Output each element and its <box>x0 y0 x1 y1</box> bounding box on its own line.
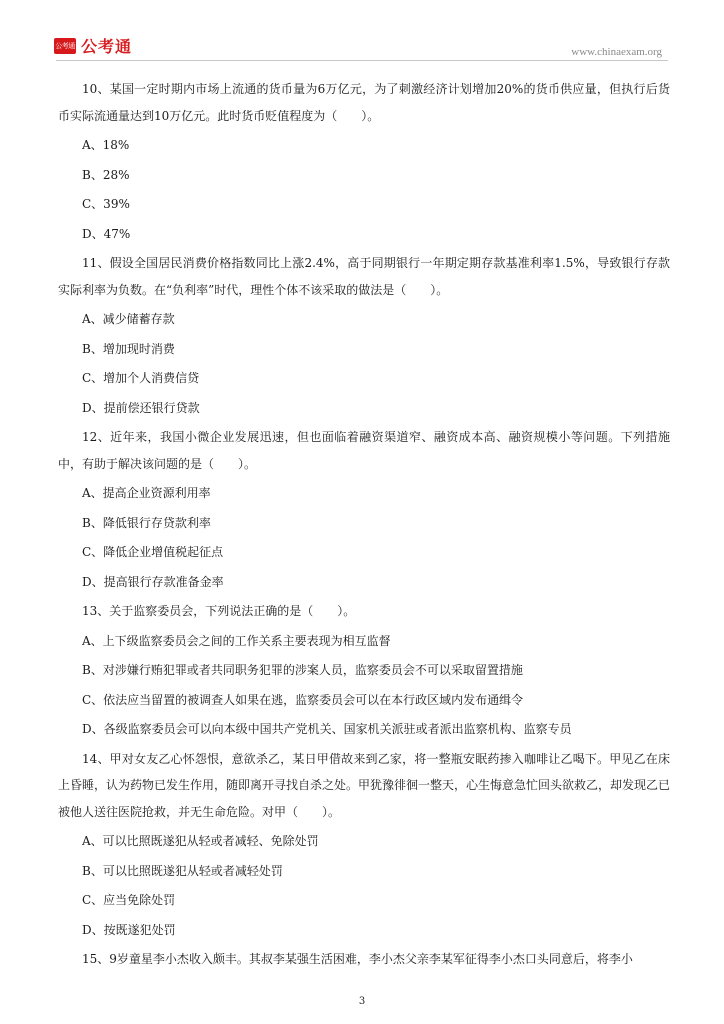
page-number: 3 <box>358 996 366 1007</box>
question-block <box>58 76 670 247</box>
question-block <box>58 250 670 421</box>
logo-badge-icon: 公考通 <box>54 38 76 54</box>
option-a: A、可以比照既遂犯从轻或者减轻、免除处罚 <box>82 834 319 848</box>
option-a: A、18% <box>82 138 130 152</box>
option-b: B、降低银行存贷款利率 <box>82 515 211 530</box>
option-c: C、降低企业增值税起征点 <box>82 545 224 559</box>
question-block <box>58 424 670 595</box>
question-block <box>58 598 670 743</box>
question-text: 15、9岁童星李小杰收入颇丰。其叔李某强生活困难，李小杰父亲李某军征得李小杰口头同意后，将李小 <box>82 952 633 966</box>
question-text: 13、关于监察委员会，下列说法正确的是（ ）。 <box>82 604 356 618</box>
option-c: C、应当免除处罚 <box>82 893 176 907</box>
page-header <box>0 0 724 62</box>
header-divider <box>56 60 668 61</box>
option-d: D、提前偿还银行贷款 <box>82 400 200 415</box>
question-block <box>58 946 670 973</box>
option-a: A、上下级监察委员会之间的工作关系主要表现为相互监督 <box>82 633 391 648</box>
option-c: C、增加个人消费信贷 <box>82 371 200 385</box>
option-d: D、按既遂犯处罚 <box>82 922 176 937</box>
brand-logo[interactable] <box>54 34 132 57</box>
option-b: B、对涉嫌行贿犯罪或者共同职务犯罪的涉案人员，监察委员会不可以采取留置措施 <box>82 663 523 677</box>
option-b: B、28% <box>82 167 130 182</box>
option-d: D、47% <box>82 226 131 241</box>
option-c: C、依法应当留置的被调查人如果在逃，监察委员会可以在本行政区域内发布通缉令 <box>82 692 524 707</box>
option-b: B、可以比照既遂犯从轻或者减轻处罚 <box>82 863 283 878</box>
option-a: A、提高企业资源利用率 <box>82 486 211 500</box>
option-c: C、39% <box>82 197 130 211</box>
document-body <box>58 73 670 973</box>
option-d: D、提高银行存款准备金率 <box>82 574 224 589</box>
question-block <box>58 746 670 944</box>
question-text: 14、甲对女友乙心怀怨恨，意欲杀乙，某日甲借故来到乙家，将一整瓶安眠药掺入咖啡让乙喝下。甲见乙在床上昏睡，认为药物已发生作用，随即离开寻找自杀之处。甲犹豫徘徊一整天，心生悔意急忙回头欲救乙，却发现乙已被他人送往医院抢救，并无生命危险。对甲（ ）。 <box>58 751 671 819</box>
option-d: D、各级监察委员会可以向本级中国共产党机关、国家机关派驻或者派出监察机构、监察专员 <box>82 722 572 736</box>
logo-text: 公考通 <box>81 37 133 56</box>
option-a: A、减少储蓄存款 <box>82 312 175 326</box>
site-url[interactable]: www.chinaexam.org <box>571 46 662 58</box>
question-text: 12、近年来，我国小微企业发展迅速，但也面临着融资渠道窄、融资成本高、融资规模小等问题。下列措施中，有助于解决该问题的是（ ）。 <box>58 430 670 471</box>
option-b: B、增加现时消费 <box>82 341 175 356</box>
question-text: 10、某国一定时期内市场上流通的货币量为6万亿元，为了刺激经济计划增加20%的货币供应量，但执行后货币实际流通量达到10万亿元。此时货币贬值程度为（ ）。 <box>58 82 670 123</box>
question-text: 11、假设全国居民消费价格指数同比上涨2.4%，高于同期银行一年期定期存款基准利率1.5%，导致银行存款实际利率为负数。在“负利率”时代，理性个体不该采取的做法是（ ）。 <box>58 256 670 297</box>
